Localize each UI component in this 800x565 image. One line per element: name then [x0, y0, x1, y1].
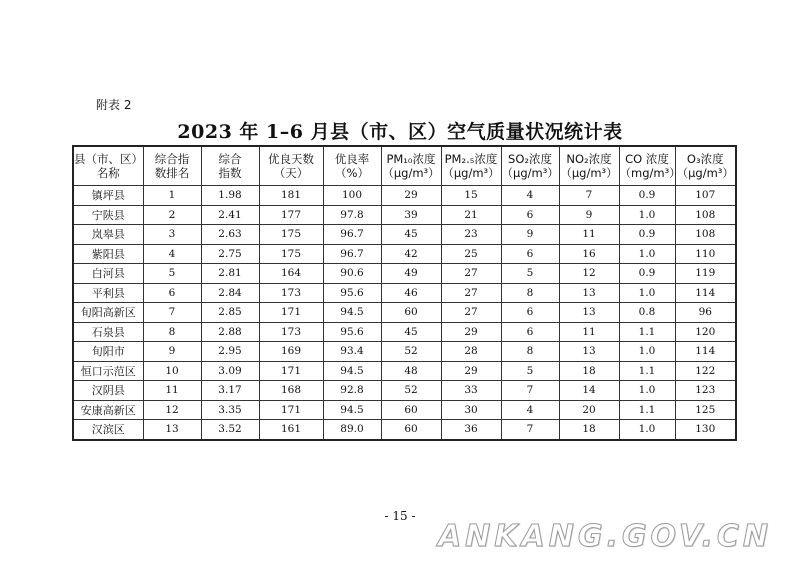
column-header-line1: O₃浓度 [686, 152, 724, 166]
table-row [73, 420, 736, 440]
table-cell: 20 [559, 400, 619, 420]
table-cell: 130 [675, 420, 736, 440]
table-cell: 6 [143, 283, 201, 303]
county-name-cell: 恒口示范区 [73, 361, 143, 381]
county-name-cell: 紫阳县 [73, 244, 143, 264]
table-cell: 125 [675, 400, 736, 420]
table-cell: 36 [441, 420, 501, 440]
table-row [73, 361, 736, 381]
column-header [201, 146, 259, 186]
table-cell: 1.98 [201, 186, 259, 206]
table-row [73, 322, 736, 342]
table-cell: 6 [501, 205, 559, 225]
table-cell: 13 [559, 283, 619, 303]
table-cell: 9 [559, 205, 619, 225]
table-cell: 16 [559, 244, 619, 264]
table-cell: 161 [259, 420, 323, 440]
table-cell: 92.8 [323, 381, 381, 401]
table-cell: 94.5 [323, 400, 381, 420]
table-cell: 23 [441, 225, 501, 245]
table-cell: 48 [381, 361, 441, 381]
table-cell: 95.6 [323, 283, 381, 303]
column-header [441, 146, 501, 186]
table-cell: 3.17 [201, 381, 259, 401]
table-cell: 4 [501, 186, 559, 206]
table-cell: 33 [441, 381, 501, 401]
table-cell: 27 [441, 303, 501, 323]
county-name-cell: 旬阳高新区 [73, 303, 143, 323]
column-header [675, 146, 736, 186]
table-cell: 0.9 [619, 225, 675, 245]
table-cell: 90.6 [323, 264, 381, 284]
table-cell: 89.0 [323, 420, 381, 440]
table-cell: 7 [559, 186, 619, 206]
table-cell: 25 [441, 244, 501, 264]
table-cell: 28 [441, 342, 501, 362]
table-cell: 1.0 [619, 283, 675, 303]
table-cell: 96.7 [323, 225, 381, 245]
county-name-cell: 白河县 [73, 264, 143, 284]
table-cell: 1.0 [619, 420, 675, 440]
table-cell: 169 [259, 342, 323, 362]
table-cell: 12 [559, 264, 619, 284]
table-cell: 6 [501, 322, 559, 342]
table-cell: 93.4 [323, 342, 381, 362]
county-name-cell: 旬阳市 [73, 342, 143, 362]
table-row [73, 264, 736, 284]
table-cell: 2.63 [201, 225, 259, 245]
column-header-line2: （μg/m³） [560, 166, 618, 180]
table-row [73, 205, 736, 225]
table-cell: 29 [441, 361, 501, 381]
county-name-cell: 镇坪县 [73, 186, 143, 206]
table-row [73, 244, 736, 264]
table-cell: 3 [143, 225, 201, 245]
table-cell: 4 [501, 400, 559, 420]
table-cell: 97.8 [323, 205, 381, 225]
table-cell: 1.0 [619, 244, 675, 264]
table-cell: 21 [441, 205, 501, 225]
table-cell: 18 [559, 420, 619, 440]
table-cell: 60 [381, 420, 441, 440]
table-cell: 110 [675, 244, 736, 264]
table-cell: 1.0 [619, 205, 675, 225]
table-header-row [73, 146, 736, 186]
table-row [73, 342, 736, 362]
column-header-line2: （%） [335, 166, 369, 180]
table-cell: 171 [259, 361, 323, 381]
table-cell: 0.8 [619, 303, 675, 323]
table-cell: 164 [259, 264, 323, 284]
table-cell: 100 [323, 186, 381, 206]
table-cell: 108 [675, 225, 736, 245]
table-cell: 11 [559, 225, 619, 245]
column-header [501, 146, 559, 186]
column-header-line2: 指数 [218, 166, 242, 180]
table-cell: 12 [143, 400, 201, 420]
table-cell: 6 [501, 303, 559, 323]
table-cell: 175 [259, 244, 323, 264]
table-cell: 0.9 [619, 186, 675, 206]
county-name-cell: 汉滨区 [73, 420, 143, 440]
table-cell: 3.35 [201, 400, 259, 420]
table-cell: 7 [143, 303, 201, 323]
column-header-line1: PM₂.₅浓度 [444, 152, 498, 166]
page-number: - 15 - [384, 509, 416, 523]
table-cell: 45 [381, 225, 441, 245]
table-cell: 95.6 [323, 322, 381, 342]
table-cell: 2.88 [201, 322, 259, 342]
county-name-cell: 宁陕县 [73, 205, 143, 225]
table-cell: 2 [143, 205, 201, 225]
table-cell: 52 [381, 381, 441, 401]
table-cell: 13 [143, 420, 201, 440]
table-cell: 9 [143, 342, 201, 362]
table-cell: 30 [441, 400, 501, 420]
column-header-line2: （μg/m³） [442, 166, 500, 180]
table-cell: 45 [381, 322, 441, 342]
column-header-line1: 优良率 [334, 152, 370, 166]
column-header-line1: 综合 [218, 152, 242, 166]
table-cell: 8 [501, 283, 559, 303]
site-watermark: ANKANG.GOV.CN [437, 519, 772, 554]
table-cell: 60 [381, 400, 441, 420]
table-cell: 11 [143, 381, 201, 401]
table-cell: 177 [259, 205, 323, 225]
table-cell: 49 [381, 264, 441, 284]
column-header [619, 146, 681, 186]
table-cell: 60 [381, 303, 441, 323]
table-row [73, 225, 736, 245]
table-cell: 122 [675, 361, 736, 381]
column-header-line2: （mg/m³） [619, 166, 681, 180]
column-header [73, 146, 143, 186]
air-quality-table [72, 145, 737, 441]
table-cell: 173 [259, 283, 323, 303]
table-cell: 10 [143, 361, 201, 381]
column-header-line2: 数排名 [154, 166, 190, 180]
table-cell: 42 [381, 244, 441, 264]
table-cell: 168 [259, 381, 323, 401]
column-header [143, 146, 201, 186]
table-cell: 7 [501, 420, 559, 440]
county-name-cell: 汉阴县 [73, 381, 143, 401]
table-cell: 18 [559, 361, 619, 381]
table-cell: 11 [559, 322, 619, 342]
table-cell: 1.1 [619, 322, 675, 342]
table-body [73, 186, 736, 440]
table-cell: 107 [675, 186, 736, 206]
table-cell: 181 [259, 186, 323, 206]
county-name-cell: 安康高新区 [73, 400, 143, 420]
county-name-cell: 岚皋县 [73, 225, 143, 245]
table-cell: 8 [501, 342, 559, 362]
column-header-line1: PM₁₀浓度 [386, 152, 436, 166]
table-cell: 2.84 [201, 283, 259, 303]
column-header [559, 146, 619, 186]
table-cell: 94.5 [323, 303, 381, 323]
table-row [73, 381, 736, 401]
table-cell: 15 [441, 186, 501, 206]
county-name-cell: 石泉县 [73, 322, 143, 342]
table-cell: 2.81 [201, 264, 259, 284]
table-cell: 108 [675, 205, 736, 225]
table-cell: 5 [501, 361, 559, 381]
table-cell: 13 [559, 303, 619, 323]
table-cell: 2.41 [201, 205, 259, 225]
table-cell: 9 [501, 225, 559, 245]
county-name-cell: 平利县 [73, 283, 143, 303]
table-cell: 29 [381, 186, 441, 206]
table-cell: 114 [675, 283, 736, 303]
table-cell: 1 [143, 186, 201, 206]
table-cell: 173 [259, 322, 323, 342]
table-cell: 5 [501, 264, 559, 284]
table-cell: 171 [259, 303, 323, 323]
table-cell: 7 [501, 381, 559, 401]
column-header-line2: 名称 [96, 166, 120, 180]
table-cell: 1.1 [619, 361, 675, 381]
table-cell: 13 [559, 342, 619, 362]
table-cell: 46 [381, 283, 441, 303]
table-cell: 1.1 [619, 400, 675, 420]
table-cell: 8 [143, 322, 201, 342]
table-row [73, 303, 736, 323]
table-cell: 2.75 [201, 244, 259, 264]
table-cell: 1.0 [619, 381, 675, 401]
table-cell: 171 [259, 400, 323, 420]
column-header-line2: （μg/m³） [676, 166, 734, 180]
table-cell: 123 [675, 381, 736, 401]
column-header [259, 146, 323, 186]
table-cell: 14 [559, 381, 619, 401]
table-cell: 52 [381, 342, 441, 362]
column-header-line2: （μg/m³） [382, 166, 440, 180]
table-cell: 175 [259, 225, 323, 245]
column-header-line2: （μg/m³） [501, 166, 559, 180]
column-header-line1: 综合指 [154, 152, 190, 166]
table-cell: 120 [675, 322, 736, 342]
table-cell: 94.5 [323, 361, 381, 381]
column-header-line1: CO 浓度 [625, 152, 669, 166]
column-header-line1: 优良天数 [268, 152, 314, 166]
table-cell: 96 [675, 303, 736, 323]
column-header-line1: NO₂浓度 [566, 152, 612, 166]
table-cell: 39 [381, 205, 441, 225]
table-cell: 5 [143, 264, 201, 284]
table-cell: 29 [441, 322, 501, 342]
column-header-line1: SO₂浓度 [508, 152, 552, 166]
table-cell: 1.0 [619, 342, 675, 362]
table-cell: 6 [501, 244, 559, 264]
table-cell: 4 [143, 244, 201, 264]
column-header-line1: 县（市、区） [74, 152, 143, 166]
column-header-line2: （天） [273, 166, 309, 180]
appendix-label: 附表 2 [96, 98, 132, 112]
table-cell: 119 [675, 264, 736, 284]
table-cell: 96.7 [323, 244, 381, 264]
table-cell: 114 [675, 342, 736, 362]
table-row [73, 283, 736, 303]
table-cell: 0.9 [619, 264, 675, 284]
column-header [323, 146, 381, 186]
table-cell: 27 [441, 283, 501, 303]
page-title: 2023 年 1–6 月县（市、区）空气质量状况统计表 [177, 121, 623, 143]
table-cell: 2.85 [201, 303, 259, 323]
table-row [73, 400, 736, 420]
table-cell: 27 [441, 264, 501, 284]
table-cell: 3.09 [201, 361, 259, 381]
table-cell: 2.95 [201, 342, 259, 362]
table-cell: 3.52 [201, 420, 259, 440]
column-header [381, 146, 441, 186]
table-row [73, 186, 736, 206]
